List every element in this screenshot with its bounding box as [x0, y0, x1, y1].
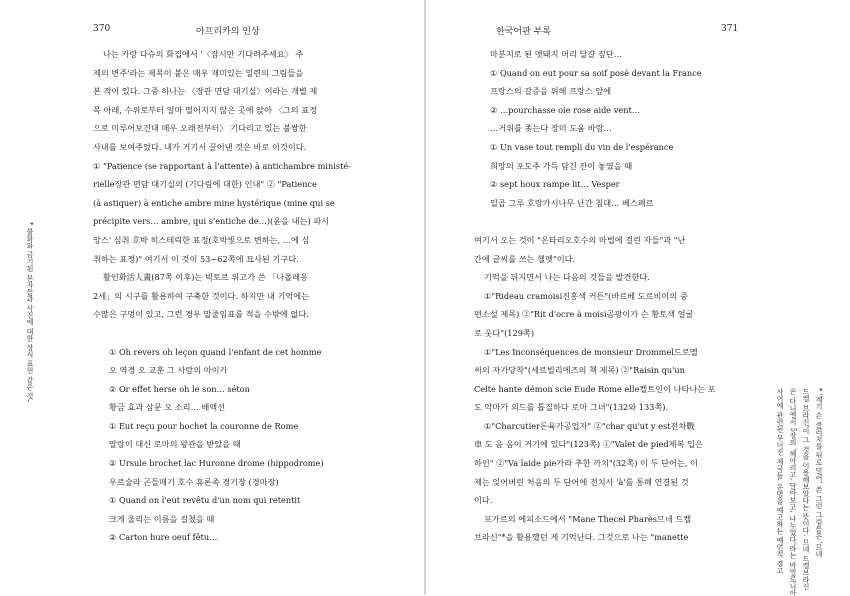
- text-line: …거위를 좇는다 장미 도움 바람…: [490, 123, 612, 134]
- text-line: 하인" ②"Va laide pie가라 추한 까치"(32쪽) 이 두 단어는, 이: [474, 458, 698, 469]
- text-line: 나는 카랑 다슈의 화집에서 '〈잠시만 기다려주세요〉 주: [103, 49, 304, 59]
- text-line: 오 역경 오 교훈 그 사람의 아이가: [109, 365, 228, 376]
- text-line: 제는 잊어버린 처음의 두 단어에 전치사 'à'를 통해 연결된 것: [474, 476, 689, 487]
- text-line: [93, 324, 376, 343]
- text-line: 브라신"*을 활용했던 게 기억난다. 그것으로 나는 "manette: [474, 532, 689, 543]
- text-line: 활인화活人畫(87쪽 이후)는 빅토르 위고가 쓴 「나폴레옹: [103, 272, 308, 283]
- page-number-right: 371: [721, 24, 739, 34]
- text-line: 으로 미루어보건대 매우 오래전부터〉 기다리고 있는 불쌍한: [93, 123, 307, 134]
- footnote-column: 은 다니엘서 5장의 '헤아리고, 달아보고, 나누었다'라는 바빌로니아: [789, 388, 797, 596]
- text-line: ② …pourchasse oie rose aide vent…: [490, 104, 640, 115]
- text-line: Celte hante démon scie Eude Rome elle켈트인이 나타나는 포: [474, 383, 716, 394]
- text-line: 희망의 포도주 가득 담긴 잔이 놓였을 때: [490, 160, 633, 171]
- page-number-left: 370: [93, 24, 111, 34]
- text-line: ①"Charcutier돈육가공업자" ②"char qu'ut y est전차戰: [484, 420, 695, 431]
- text-line: ② Or effet herse oh le son… séton: [109, 383, 250, 394]
- text-line: 취하는 표정)" 여기서 이 것이 53~62쪽에 묘사된 기구다.: [93, 253, 299, 264]
- text-line: ①"Les Inconséquences de monsieur Drommel드로멜: [484, 346, 698, 357]
- text-line: 황금 효과 삼문 오 소리… 배액선: [109, 402, 226, 413]
- text-line: 일곱 그루 호랑가시나무 난간 침대… 베스페르: [490, 197, 654, 208]
- running-head-right: 한국어판 부록: [496, 27, 552, 37]
- left-body-text: [93, 45, 376, 547]
- text-line: rielle장관 면담 대기실의 (기다림에 대한) 인내" ② "Patience: [93, 179, 317, 190]
- text-line: ① Quand on eut pour sa soif posé devant la France: [490, 67, 702, 78]
- text-line: ① Quand on l'eut revêtu d'un nom qui retentit: [109, 495, 301, 506]
- text-line: ① Eut reçu pour hochet la couronne de Rome: [109, 420, 299, 431]
- text-line: 수많은 구멍이 있고, 그런 경우 말줄임표를 적을 수밖에 없다.: [93, 309, 309, 320]
- text-line: 이다.: [474, 495, 493, 506]
- text-line: ① Oh revers oh leçon quand l'enfant de cet homme: [109, 346, 322, 357]
- text-line: ① "Patience (se rapportant à l'attente) à antichambre ministé-: [93, 160, 351, 171]
- left-page: [0, 0, 424, 595]
- text-line: [474, 212, 757, 231]
- text-line: 로 웃다"(129쪽): [474, 327, 535, 338]
- text-line: 본 적이 있다. 그중 하나는 〈장관 면담 대기실〉이라는 개별 제: [93, 86, 318, 97]
- text-line: ② Carton hure oeuf fêtu…: [109, 532, 218, 543]
- text-line: ② Ursule brochet lac Huronne drome (hippodrome): [109, 458, 324, 469]
- text-line: 2세」의 시구를 활용하여 구축한 것이다. 하지만 내 기억에는: [93, 290, 310, 301]
- footnote-column: * '계기 손 클러치를 뒤로 밀어' 쓴 그런 그림들은 '므네: [815, 388, 823, 558]
- footnote-column: 사어에 관련된 무너진 제국들. 운명을 예고하는 예언적 경고: [776, 388, 784, 574]
- text-line: 목 아래, 수위로부터 얼마 떨어지지 않은 곳에 앉아 〈그의 표정: [93, 104, 318, 115]
- text-line: 프랑스의 갈증을 위해 프랑스 앞에: [490, 86, 612, 97]
- text-line: 여기서 오는 것이 "온타리오호수의 마법에 걸린 자들"과 "난: [474, 234, 686, 245]
- text-line: 크게 울리는 이름을 걸쳤을 때: [109, 513, 215, 524]
- text-line: ① Un vase tout rempli du vin de l'espérance: [490, 141, 674, 152]
- text-line: 씨의 자가당착"(세르빌리에즈의 책 제목) ②"Raisin qu'un: [474, 365, 685, 376]
- text-line: 기억을 뒤지면서 나는 다음의 것들을 발견한다.: [484, 272, 650, 283]
- text-line: 포가르의 에피소드에서 "Mane Thecel Pharès므네 드켈: [484, 513, 692, 524]
- text-line: ② sept houx rampe lit… Vesper: [490, 179, 620, 190]
- text-line: précipite vers… ambre, qui s'entiche de…)(윤을 내는) 파시: [93, 216, 330, 227]
- text-line: 사내를 보여주었다. 내가 거기서 끌어낸 것은 바로 이것이다.: [93, 141, 307, 152]
- text-line: 편소설 제목) ②"Rit d'ocre à moisi곰팡이가 슨 황토색 얼굴: [474, 309, 694, 320]
- text-line: 우르술라 곤들매기 호수 휴론족 경기장 (경마장): [109, 476, 279, 487]
- running-head-left: 아프리카의 인상: [196, 27, 260, 37]
- text-line: 간에 글씨를 쓰는 헬멧"이다.: [474, 253, 576, 264]
- text-line: 제의 변주'라는 제목이 붙은 매우 재미있는 일련의 그림들을: [93, 67, 304, 78]
- text-line: (à astiquer) à entiche ambre mine hystérique (mine qui se: [93, 197, 335, 208]
- right-page: [426, 0, 850, 595]
- text-line: 도 악마가 외드를 톱질하다 로마 그녀"(132와 133쪽).: [474, 402, 669, 413]
- text-line: 앙스' 심취 호박 히스테릭한 표정(호박빛으로 변하는, …에 심: [93, 234, 310, 245]
- text-line: 딸랑이 대신 로마의 왕관을 받았을 때: [109, 439, 241, 450]
- footnote-column: 드켈 브라신'이 그 것을 이용해보았다는 뜻이다. 므네 드켈브라신: [802, 388, 810, 590]
- text-line: ①"Rideau cramoisi진홍색 커튼"(바르베 도르비이의 중: [484, 290, 688, 301]
- left-side-note: * 불화와 금기된 문자들과 사진에 대한 상식 표현 같은 것.: [26, 222, 34, 402]
- text-line: 車 도 음 음이 거기에 있다"(123쪽) ①"Valet de pied제복 입은: [474, 439, 703, 450]
- text-line: 마분지로 된 멧돼지 머리 달걀 짚단…: [490, 49, 622, 59]
- right-body-text: [474, 45, 757, 547]
